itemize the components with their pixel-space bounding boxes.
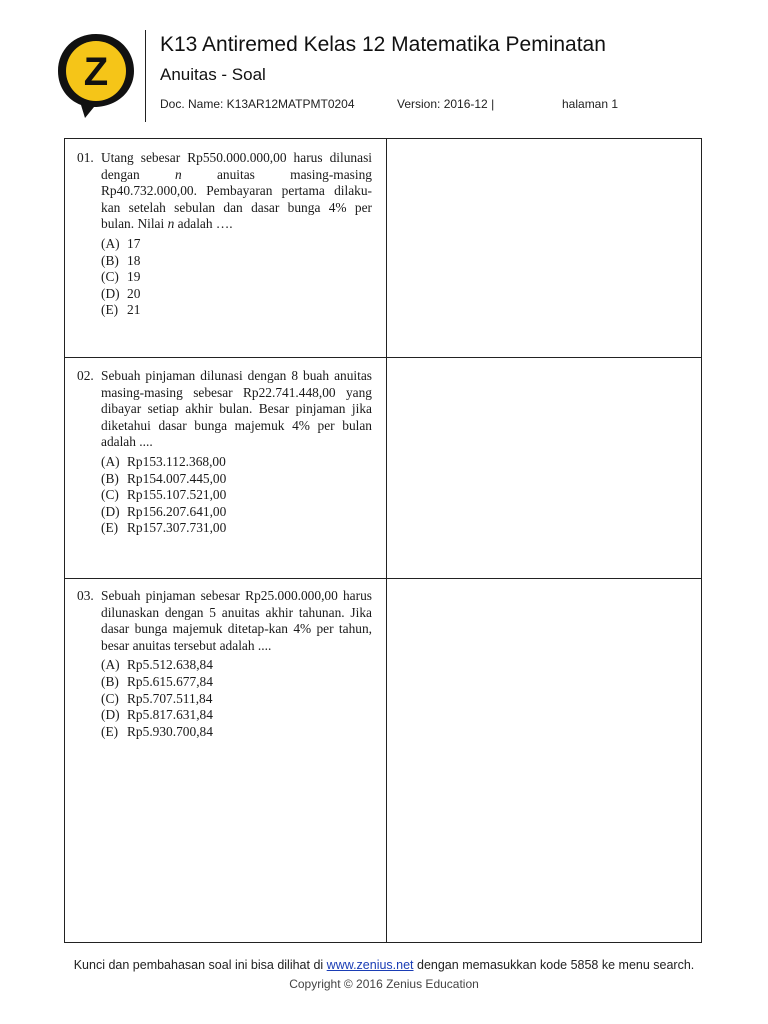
question-number: 01. [77, 150, 94, 165]
option: (A) Rp5.512.638,84 [101, 657, 213, 673]
column-divider [386, 139, 387, 942]
version: Version: 2016-12 | [397, 97, 495, 111]
question-stem: Utang sebesar Rp550.000.000,00 harus dilunasi dengan n anuitas masing-masing Rp40.732.000,00. Pembayaran pertama dilaku-kan setelah sebulan dan dasar bunga 4% per bulan. Nilai n adalah …. [101, 150, 372, 232]
option: (A) 17 [101, 235, 141, 251]
copyright: Copyright © 2016 Zenius Education [289, 977, 479, 991]
question-stem: Sebuah pinjaman dilunasi dengan 8 buah anuitas masing-masing sebesar Rp22.741.448,00 yang dibayar setiap akhir bulan. Besar pinjaman jika diketahui dasar bunga majemuk 4% per bulan adalah .... [101, 368, 372, 450]
header-divider [145, 30, 146, 122]
doc-name: Doc. Name: K13AR12MATPMT0204 [160, 97, 355, 111]
logo-letter: Z [83, 50, 109, 94]
option: (E) Rp5.930.700,84 [101, 723, 213, 739]
question-number: 02. [77, 368, 94, 383]
footer-note: Kunci dan pembahasan soal ini bisa dilihat di www.zenius.net dengan memasukkan kode 5858 ke menu search. [73, 958, 695, 972]
option: (C) 19 [101, 269, 141, 285]
option: (B) 18 [101, 252, 141, 268]
zenius-link[interactable]: www.zenius.net [326, 958, 414, 972]
row-divider [65, 578, 701, 579]
question-table [64, 138, 702, 943]
question-stem: Sebuah pinjaman sebesar Rp25.000.000,00 harus dilunaskan dengan 5 anuitas akhir tahunan. Jika dasar bunga majemuk ditetap-kan 4% per tahun, besar anuitas tersebut adalah .... [101, 588, 372, 653]
option: (B) Rp5.615.677,84 [101, 673, 213, 689]
zenius-logo-icon [54, 30, 138, 120]
question-number: 03. [77, 588, 94, 603]
page-title: K13 Antiremed Kelas 12 Matematika Peminatan [160, 33, 606, 56]
options [77, 236, 372, 319]
option: (D) 20 [101, 285, 141, 301]
option: (C) Rp5.707.511,84 [101, 690, 213, 706]
question-2 [77, 368, 372, 537]
page-subtitle: Anuitas - Soal [160, 65, 266, 84]
option: (D) Rp5.817.631,84 [101, 707, 213, 723]
zenius-logo [54, 30, 138, 120]
options [77, 454, 372, 537]
options [77, 657, 372, 740]
question-3 [77, 588, 372, 740]
page-number: halaman 1 [562, 97, 619, 111]
option: (E) 21 [101, 302, 141, 318]
option: (E) Rp157.307.731,00 [101, 520, 227, 536]
row-divider [65, 357, 701, 358]
option: (B) Rp154.007.445,00 [101, 470, 227, 486]
option: (D) Rp156.207.641,00 [101, 503, 227, 519]
variable-n: n [167, 216, 175, 232]
option: (A) Rp153.112.368,00 [101, 453, 226, 469]
variable-n: n [174, 166, 182, 182]
question-1 [77, 150, 372, 319]
option: (C) Rp155.107.521,00 [101, 487, 227, 503]
